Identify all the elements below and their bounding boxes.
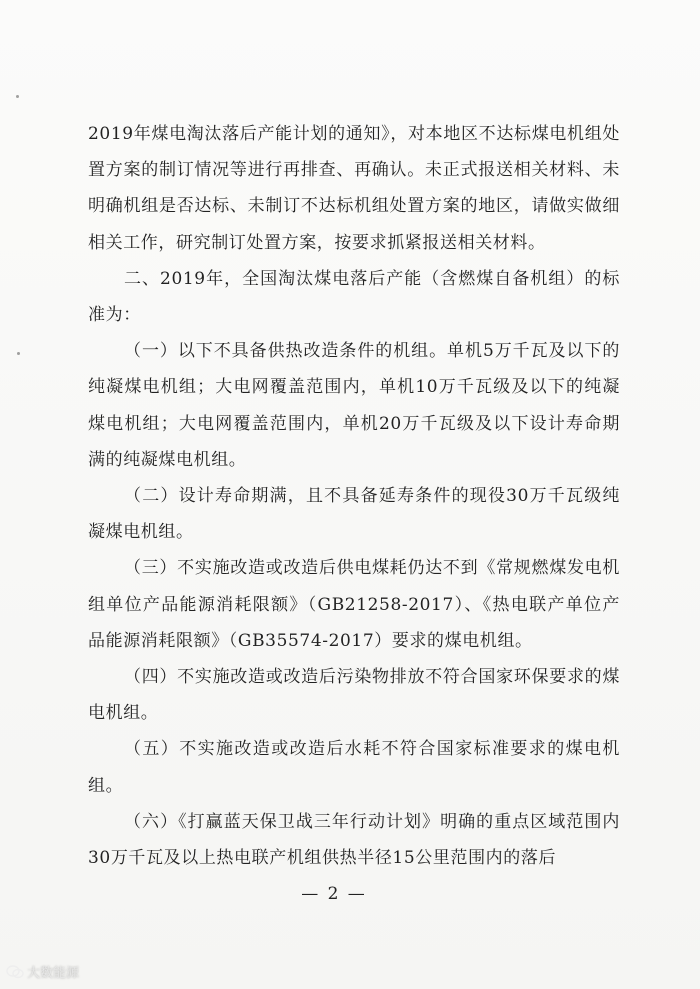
paragraph-item-2: （二）设计寿命期满，且不具备延寿条件的现役30万千瓦级纯凝煤电机组。	[88, 486, 620, 543]
paragraph-continuation: 2019年煤电淘汰落后产能计划的通知》，对本地区不达标煤电机组处置方案的制订情况等进行再排查、再确认。未正式报送相关材料、未明确机组是否达标、未制订不达标机组处置方案的地区，请做实做细相关工作，研究制订处置方案，按要求抓紧报送相关材料。	[88, 124, 620, 253]
paragraph-item-3: （三）不实施改造或改造后供电煤耗仍达不到《常规燃煤发电机组单位产品能源消耗限额》（GB21258-2017）、《热电联产单位产品能源消耗限额》（GB35574-2017）要求的煤电机组。	[88, 558, 620, 651]
paragraph-item-6: （六）《打赢蓝天保卫战三年行动计划》明确的重点区域范围内30万千瓦及以上热电联产机组供热半径15公里范围内的落后	[88, 811, 620, 869]
paragraph-item-1: （一）以下不具备供热改造条件的机组。单机5万千瓦及以下的纯凝煤电机组；大电网覆盖范围内，单机10万千瓦级及以下的纯凝煤电机组；大电网覆盖范围内，单机20万千瓦级及以下设计寿命期满的纯凝煤电机组。	[88, 341, 620, 470]
scan-speck	[17, 352, 20, 355]
paragraph-item-5: （五）不实施改造或改造后水耗不符合国家标准要求的煤电机组。	[88, 739, 620, 796]
page-number: — 2 —	[301, 884, 367, 904]
scan-speck	[16, 95, 19, 98]
paragraph-standards-heading: 二、2019年，全国淘汰煤电落后产能（含燃煤自备机组）的标准为：	[88, 268, 620, 326]
wechat-logo-icon	[6, 965, 24, 979]
watermark-text: 大数能源	[27, 966, 80, 981]
document-body	[88, 116, 620, 876]
watermark	[6, 962, 79, 981]
paragraph-item-4: （四）不实施改造或改造后污染物排放不符合国家环保要求的煤电机组。	[88, 667, 620, 724]
